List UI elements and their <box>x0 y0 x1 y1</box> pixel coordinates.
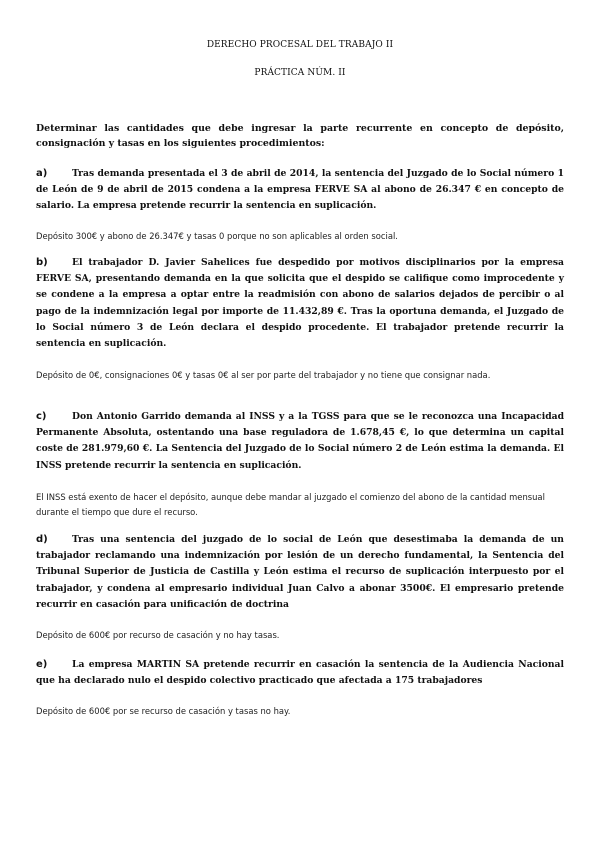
question-text: Tras una sentencia del juzgado de lo social de León que desestimaba la demanda de un trabajador reclamando una indemnización por lesión de un derecho fundamental, la Sentencia del Tribunal Superior de Justicia de Castilla y León estima el recurso de suplicación interpuesto por el trabajador, y condena al empresario individual Juan Calvo a abonar 3500€. El empresario pretende recurrir en casación para unificación de doctrina <box>36 534 564 610</box>
question-c <box>36 409 564 474</box>
question-text: Don Antonio Garrido demanda al INSS y a la TGSS para que se le reconozca una Incapacidad Permanente Absoluta, ostentando una base reguladora de 1.678,45 €, lo que determina un capital coste de 281.979,60 €. La Sentencia del Juzgado de lo Social número 2 de León estima la demanda. El INSS pretende recurrir la sentencia en suplicación. <box>36 411 564 471</box>
answer-b: Depósito de 0€, consignaciones 0€ y tasas 0€ al ser por parte del trabajador y no tiene que consignar nada. <box>36 370 491 380</box>
answer-c: El INSS está exento de hacer el depósito, aunque debe mandar al juzgado el comienzo del abono de la cantidad mensual durante el tiempo que dure el recurso. <box>36 492 545 517</box>
question-d <box>36 532 564 613</box>
question-e <box>36 657 564 689</box>
document-title: DERECHO PROCESAL DEL TRABAJO II <box>206 40 394 50</box>
answer-e: Depósito de 600€ por se recurso de casación y tasas no hay. <box>36 706 291 716</box>
question-a <box>36 166 564 215</box>
question-b <box>36 255 564 352</box>
question-letter: b) <box>36 257 48 268</box>
question-text: La empresa MARTIN SA pretende recurrir en casación la sentencia de la Audiencia Nacional que ha declarado nulo el despido colectivo practicado que afectada a 175 trabajadores <box>36 659 564 687</box>
question-letter: e) <box>36 659 48 670</box>
question-letter: d) <box>36 534 48 545</box>
document-subtitle: PRÁCTICA NÚM. II <box>254 68 346 78</box>
answer-d: Depósito de 600€ por recurso de casación y no hay tasas. <box>36 630 280 640</box>
question-letter: a) <box>36 168 48 179</box>
question-text: El trabajador D. Javier Sahelices fue despedido por motivos disciplinarios por la empresa FERVE SA, presentando demanda en la que solicita que el despido se califique como improcedente y se condene a la empresa a optar entre la readmisión con abono de salarios dejados de percibir o al pago de la indemnización legal por importe de 11.432,89 €. Tras la oportuna demanda, el Juzgado de lo Social número 3 de León declara el despido procedente. El trabajador pretende recurrir la sentencia en suplicación. <box>36 257 564 350</box>
answer-a: Depósito 300€ y abono de 26.347€ y tasas 0 porque no son aplicables al orden social. <box>36 231 398 241</box>
question-letter: c) <box>36 411 47 422</box>
instructions-paragraph: Determinar las cantidades que debe ingresar la parte recurrente en concepto de depósito, consignación y tasas en los siguientes procedimientos: <box>36 123 564 149</box>
question-text: Tras demanda presentada el 3 de abril de 2014, la sentencia del Juzgado de lo Social número 1 de León de 9 de abril de 2015 condena a la empresa FERVE SA al abono de 26.347 € en concepto de salario. La empresa pretende recurrir la sentencia en suplicación. <box>36 168 564 212</box>
